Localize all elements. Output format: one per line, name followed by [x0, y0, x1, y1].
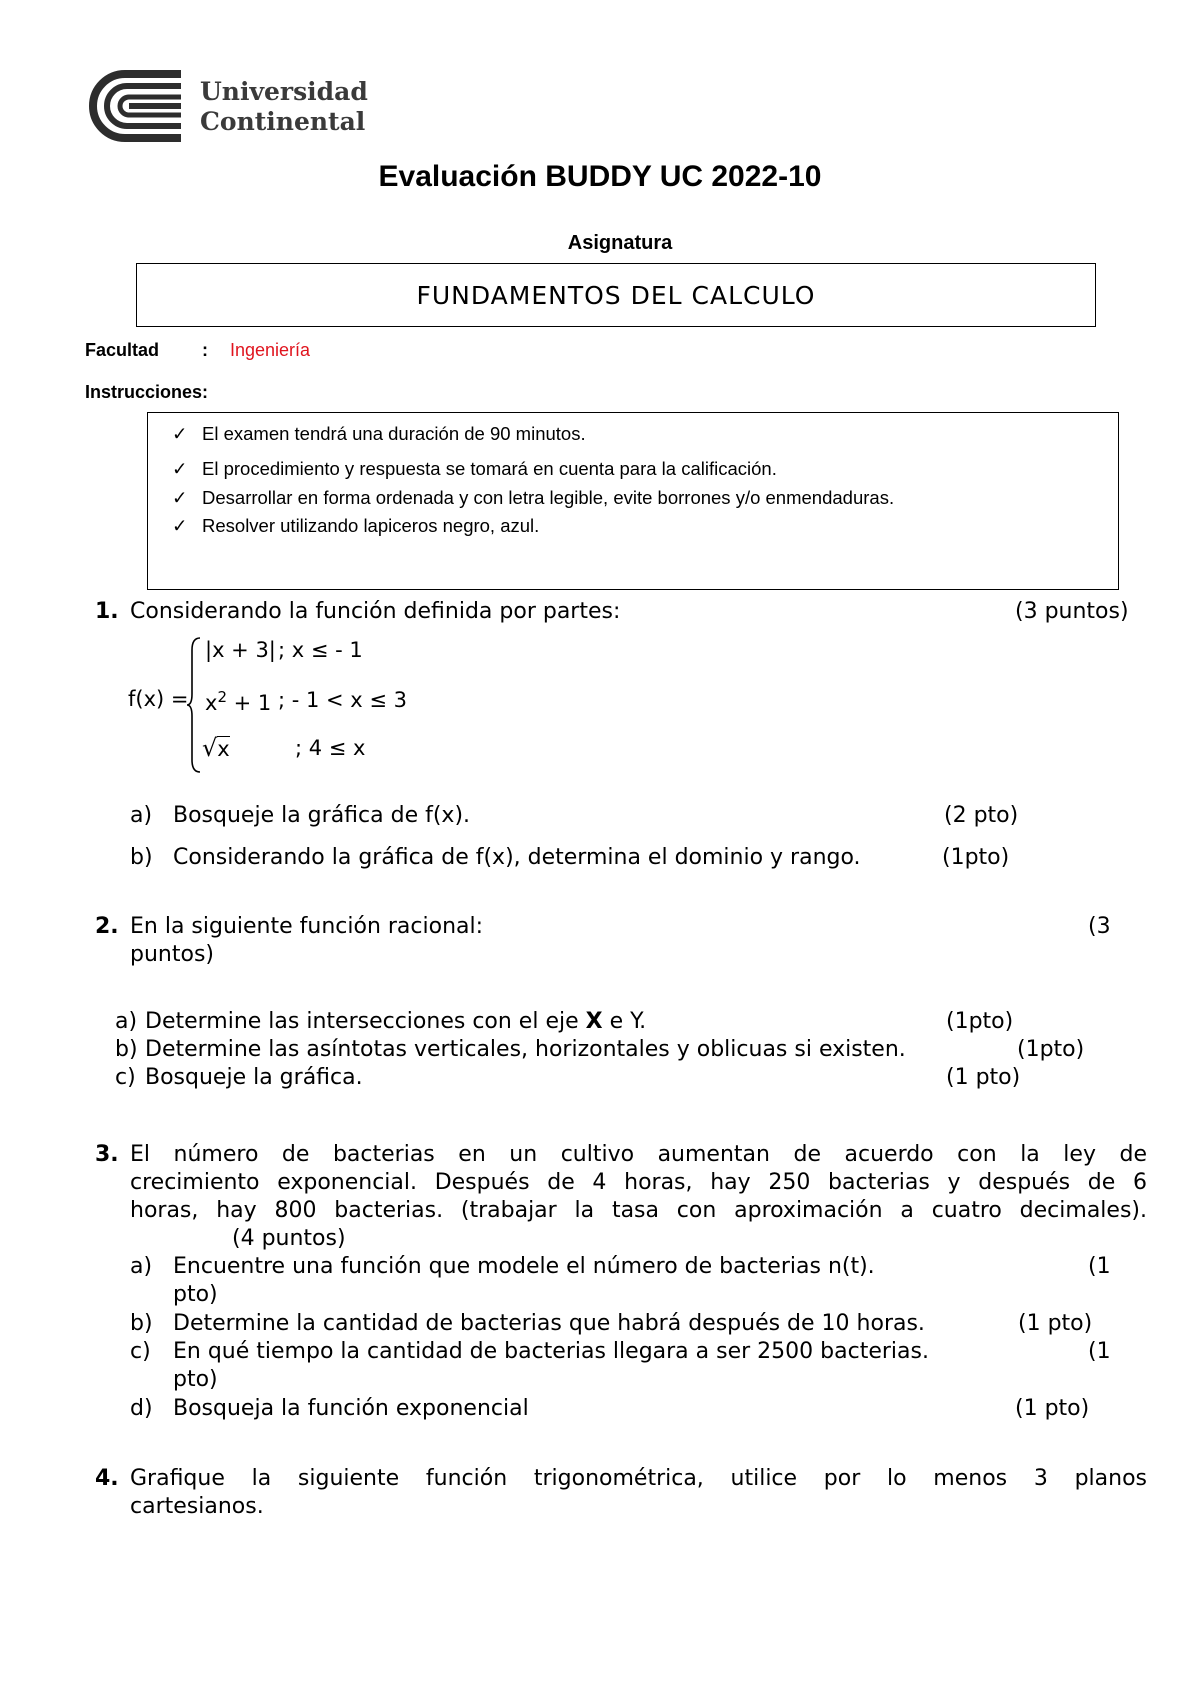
q1-item-a-text: Bosqueje la gráfica de f(x).: [173, 803, 471, 828]
university-logo-icon: [85, 70, 185, 142]
university-name-line1: Universidad: [200, 77, 368, 106]
piece-1-condition: ; x ≤ - 1: [278, 638, 363, 662]
question-2-points: (3: [1088, 914, 1111, 939]
q1-item-b-text: Considerando la gráfica de f(x), determina el dominio y rango.: [173, 845, 861, 870]
q3-item-c-label: c): [130, 1339, 151, 1364]
check-icon: ✓: [172, 515, 188, 536]
q3-item-d-points: (1 pto): [1015, 1396, 1090, 1421]
question-3-points: (4 puntos): [232, 1226, 346, 1251]
piece-3: √x: [202, 734, 230, 762]
faculty-value: Ingeniería: [230, 340, 311, 360]
q3-item-b-label: b): [130, 1311, 153, 1336]
q2-item-b-points: (1pto): [1017, 1037, 1085, 1062]
q2-item-c-label: c): [115, 1065, 136, 1090]
question-3-line3: horas, hay 800 bacterias. (trabajar la tasa con aproximación a cuatro decimales).: [130, 1198, 1147, 1223]
q2-item-a-points: (1pto): [946, 1009, 1014, 1034]
instruction-item: ✓ El examen tendrá una duración de 90 minutos.: [172, 423, 586, 444]
question-2-points-cont: puntos): [130, 942, 214, 967]
instruction-item: ✓ El procedimiento y respuesta se tomará en cuenta para la calificación.: [172, 458, 777, 479]
q1-item-a-label: a): [130, 803, 153, 828]
check-icon: ✓: [172, 423, 188, 444]
q3-item-a-label: a): [130, 1254, 153, 1279]
q3-item-b-text: Determine la cantidad de bacterias que habrá después de 10 horas.: [173, 1311, 925, 1336]
question-2-number: 2.: [95, 914, 119, 939]
q3-item-a-text: Encuentre una función que modele el número de bacterias n(t).: [173, 1254, 875, 1279]
check-icon: ✓: [172, 487, 188, 508]
q2-item-b-text: Determine las asíntotas verticales, horizontales y oblicuas si existen.: [145, 1037, 906, 1062]
q2-item-c-points: (1 pto): [946, 1065, 1021, 1090]
q2-item-b-label: b): [115, 1037, 138, 1062]
q1-item-a-points: (2 pto): [944, 803, 1019, 828]
question-4-line1: Grafique la siguiente función trigonométrica, utilice por lo menos 3 planos: [130, 1466, 1147, 1491]
piecewise-function-label: f(x) =: [128, 687, 189, 711]
q3-item-c-points: (1: [1088, 1339, 1111, 1364]
question-4-line2: cartesianos.: [130, 1494, 264, 1519]
sqrt-icon: √: [202, 734, 218, 762]
q1-item-b-label: b): [130, 845, 153, 870]
question-2-text: En la siguiente función racional:: [130, 914, 484, 939]
q3-item-a-points-cont: pto): [173, 1282, 218, 1307]
q2-item-a-label: a): [115, 1009, 138, 1034]
question-1-number: 1.: [95, 599, 119, 624]
q3-item-a-points: (1: [1088, 1254, 1111, 1279]
university-name-line2: Continental: [200, 107, 366, 136]
instruction-item: ✓ Resolver utilizando lapiceros negro, azul.: [172, 515, 540, 536]
q3-item-d-label: d): [130, 1396, 153, 1421]
subject-name: FUNDAMENTOS DEL CALCULO: [416, 280, 816, 310]
instruction-item: ✓ Desarrollar en forma ordenada y con letra legible, evite borrones y/o enmendaduras.: [172, 487, 895, 508]
instructions-label: Instrucciones:: [85, 382, 209, 402]
page-title: Evaluación BUDDY UC 2022-10: [378, 160, 822, 193]
check-icon: ✓: [172, 458, 188, 479]
university-logo: [85, 70, 185, 142]
q3-item-d-text: Bosqueja la función exponencial: [173, 1396, 529, 1421]
q3-item-c-text: En qué tiempo la cantidad de bacterias llegara a ser 2500 bacterias.: [173, 1339, 929, 1364]
piece-2-condition: ; - 1 < x ≤ 3: [278, 688, 408, 712]
question-1-points: (3 puntos): [1015, 599, 1129, 624]
q2-item-a-text: Determine las intersecciones con el eje X e Y.: [145, 1009, 647, 1034]
piece-1: |x + 3|: [205, 638, 276, 662]
faculty-label: Facultad: [85, 340, 160, 360]
subject-label: Asignatura: [567, 232, 673, 254]
question-1-text: Considerando la función definida por partes:: [130, 599, 621, 624]
q1-item-b-points: (1pto): [942, 845, 1010, 870]
q3-item-c-points-cont: pto): [173, 1367, 218, 1392]
instructions-box: [147, 412, 1119, 590]
question-3-line1: El número de bacterias en un cultivo aumentan de acuerdo con la ley de: [130, 1142, 1147, 1167]
piece-3-condition: ; 4 ≤ x: [295, 736, 366, 760]
question-4-number: 4.: [95, 1466, 119, 1491]
question-3-line2: crecimiento exponencial. Después de 4 horas, hay 250 bacterias y después de 6: [130, 1170, 1147, 1195]
question-3-number: 3.: [95, 1142, 119, 1167]
q2-item-c-text: Bosqueje la gráfica.: [145, 1065, 363, 1090]
subject-box: [136, 263, 1096, 327]
faculty-separator: :: [202, 340, 208, 360]
q3-item-b-points: (1 pto): [1018, 1311, 1093, 1336]
piece-2: $x^2 + 1$: [205, 688, 272, 715]
